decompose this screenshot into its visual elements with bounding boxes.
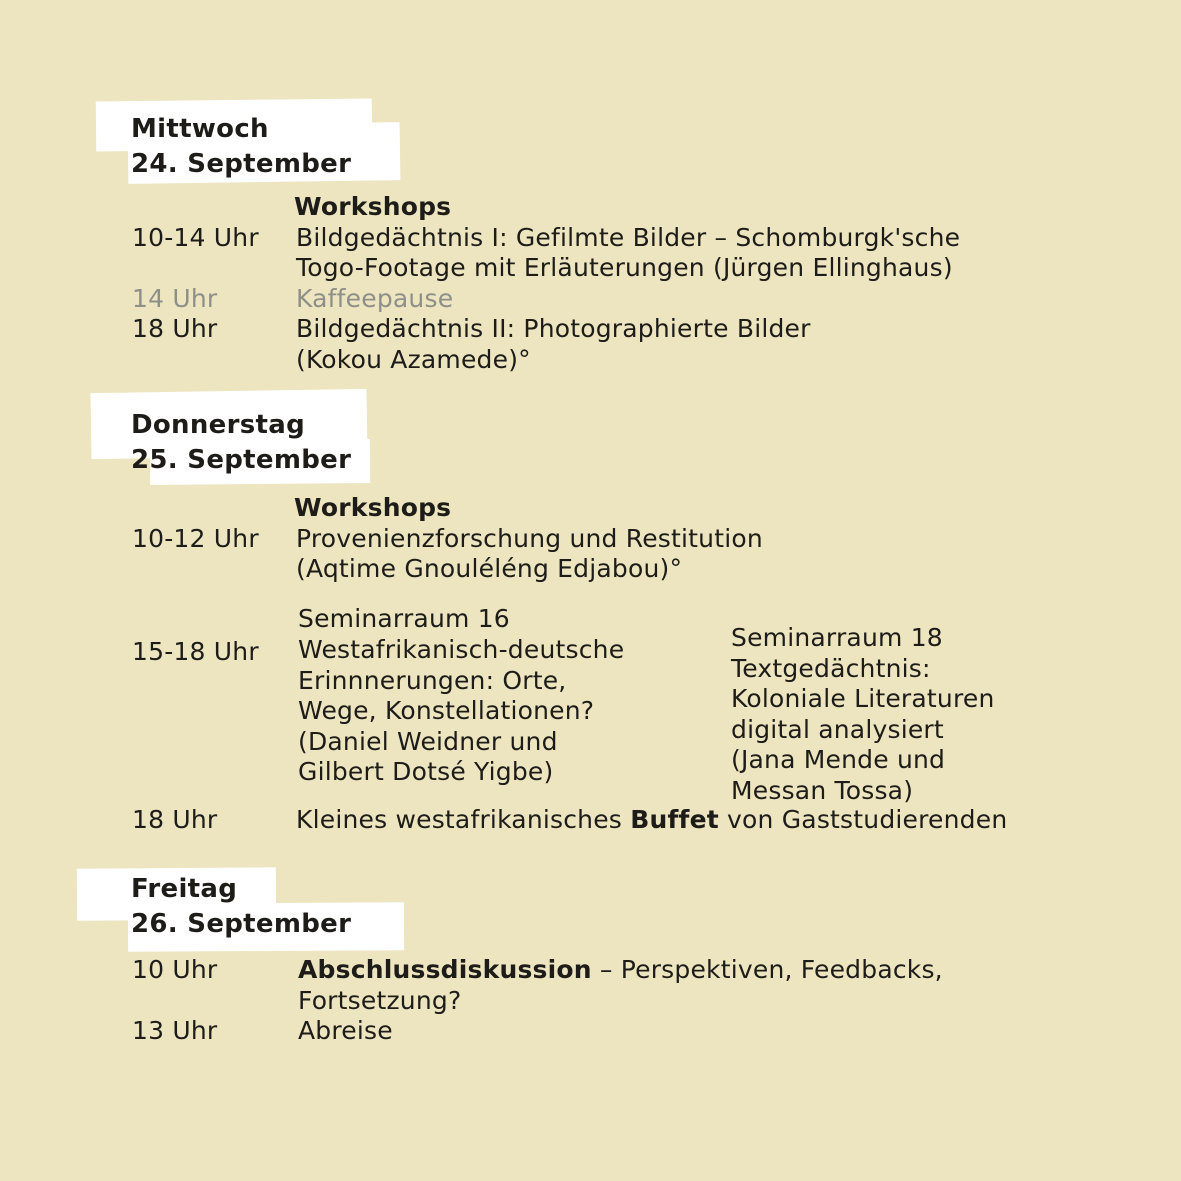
entry-text: Kaffeepause (296, 284, 454, 313)
day-name: Donnerstag (131, 410, 305, 440)
room-right-text: Textgedächtnis: (731, 654, 931, 683)
entry-time: 18 Uhr (132, 314, 218, 343)
entry-time: 13 Uhr (132, 1016, 218, 1045)
room-left-text: Wege, Konstellationen? (298, 696, 595, 725)
entry-text-bold: Buffet (630, 805, 719, 834)
entry-text: Bildgedächtnis II: Photographierte Bilder (296, 314, 811, 343)
day-date: 25. September (131, 445, 352, 475)
room-right-text: Messan Tossa) (731, 776, 914, 805)
section-heading: Workshops (294, 192, 452, 221)
entry-text: (Kokou Azamede)° (296, 345, 531, 374)
entry-text: Provenienzforschung und Restitution (296, 524, 763, 553)
entry-time: 10-14 Uhr (132, 223, 259, 252)
entry-text: (Aqtime Gnouléléng Edjabou)° (296, 554, 683, 583)
entry-text: Kleines westafrikanisches (296, 805, 631, 834)
room-left-text: Gilbert Dotsé Yigbe) (298, 757, 554, 786)
entry-text: – Perspektiven, Feedbacks, (591, 955, 943, 984)
entry-text: Togo-Footage mit Erläuterungen (Jürgen Ellinghaus) (296, 253, 953, 282)
room-right-text: (Jana Mende und (731, 745, 946, 774)
closing-line (298, 954, 943, 985)
day-date: 24. September (131, 149, 352, 179)
entry-time: 18 Uhr (132, 805, 218, 834)
entry-text: Fortsetzung? (298, 986, 462, 1015)
buffet-line (296, 804, 1007, 835)
section-heading: Workshops (294, 493, 452, 522)
entry-time: 15-18 Uhr (132, 637, 259, 666)
day-date: 26. September (131, 909, 352, 939)
room-right-text: Koloniale Literaturen (731, 684, 995, 713)
entry-time: 10-12 Uhr (132, 524, 259, 553)
entry-text: Abreise (298, 1016, 393, 1045)
entry-text: Bildgedächtnis I: Gefilmte Bilder – Schomburgk'sche (296, 223, 961, 252)
room-left-text: (Daniel Weidner und (298, 727, 558, 756)
room-right-text: Seminarraum 18 (731, 623, 943, 652)
entry-text: von Gaststudierenden (718, 805, 1008, 834)
day-name: Mittwoch (131, 114, 269, 144)
room-left-text: Westafrikanisch-deutsche (298, 635, 625, 664)
entry-text-bold: Abschlussdiskussion (298, 955, 592, 984)
room-left-text: Erinnnerungen: Orte, (298, 666, 567, 695)
day-name: Freitag (131, 874, 238, 904)
entry-time: 14 Uhr (132, 284, 218, 313)
room-right-text: digital analysiert (731, 715, 944, 744)
room-left-text: Seminarraum 16 (298, 604, 510, 633)
entry-time: 10 Uhr (132, 955, 218, 984)
